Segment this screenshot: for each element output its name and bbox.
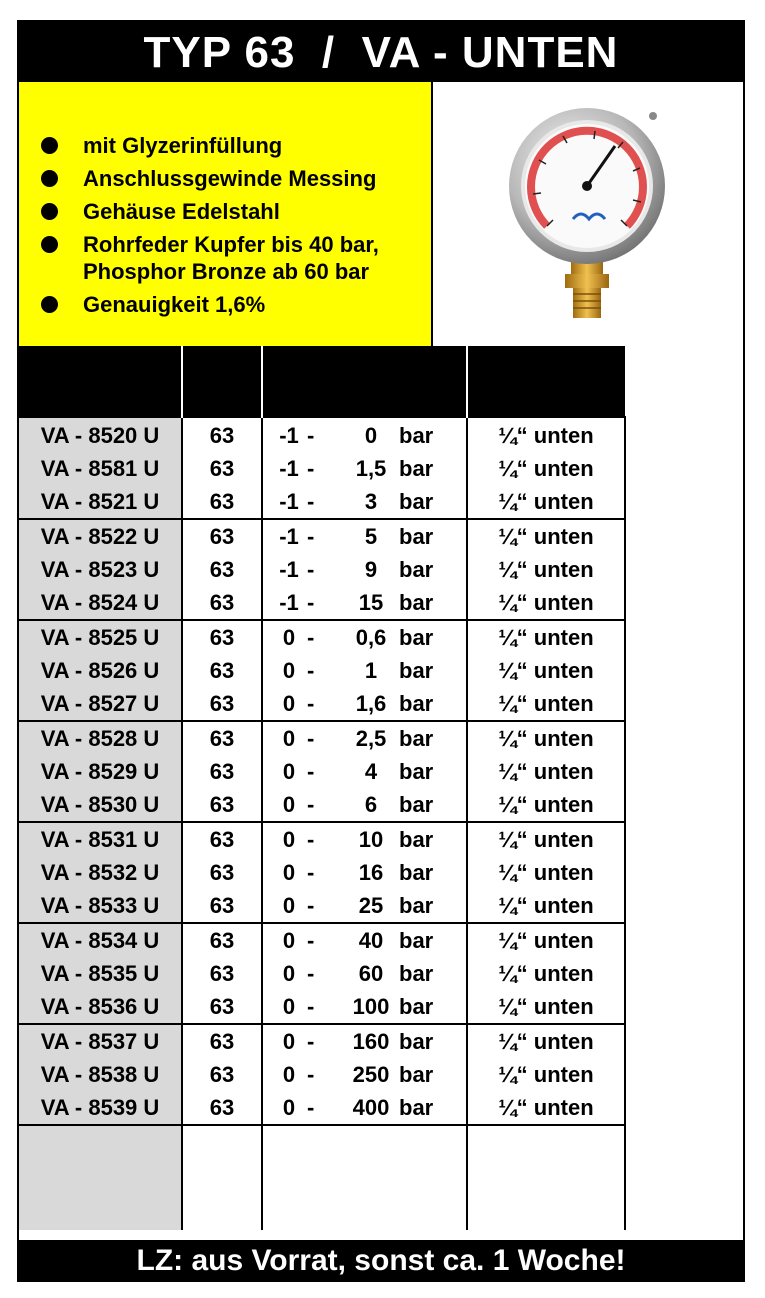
- range-from: -1: [279, 422, 299, 448]
- range-to: 60: [358, 961, 384, 986]
- range-from: 0: [282, 759, 296, 784]
- table-row: [19, 519, 625, 553]
- connection-cell: ¼“ unten: [467, 923, 625, 957]
- diameter-cell: 63: [182, 856, 262, 889]
- table-row: [19, 822, 625, 856]
- pressure-gauge-icon: [503, 104, 673, 329]
- feature-item: [41, 291, 379, 318]
- connection-cell: ¼“ unten: [467, 788, 625, 822]
- connection-cell: ¼“ unten: [467, 553, 625, 586]
- bullet-dot-icon: [41, 203, 58, 220]
- feature-item: [41, 231, 379, 285]
- bullet-dot-icon: [41, 170, 58, 187]
- empty-row: [19, 1125, 625, 1230]
- model-cell: VA - 8529 U: [19, 755, 182, 788]
- range-cell: [262, 519, 467, 553]
- range-dash: -: [307, 691, 315, 716]
- connection-cell: ¼“ unten: [467, 1024, 625, 1058]
- table-body: [19, 417, 625, 1230]
- range-unit: bar: [399, 827, 434, 852]
- range-unit: bar: [399, 691, 434, 716]
- table-row: [19, 586, 625, 620]
- range-dash: -: [307, 456, 315, 481]
- table-row: [19, 417, 625, 452]
- model-cell: VA - 8533 U: [19, 889, 182, 923]
- range-dash: -: [307, 961, 315, 986]
- feature-text: mit Glyzerinfüllung: [83, 133, 283, 158]
- col-header-range-sub: bereich: [262, 381, 467, 417]
- table-row: [19, 1091, 625, 1125]
- range-to: 4: [364, 759, 378, 784]
- feature-text: Genauigkeit 1,6%: [83, 292, 266, 317]
- model-cell: VA - 8520 U: [19, 417, 182, 452]
- diameter-cell: 63: [182, 654, 262, 687]
- bullet-dot-icon: [41, 296, 58, 313]
- model-cell: VA - 8526 U: [19, 654, 182, 687]
- range-dash: -: [307, 792, 315, 817]
- table-row: [19, 755, 625, 788]
- table-row: [19, 553, 625, 586]
- range-dash: -: [307, 590, 315, 615]
- table-row: [19, 620, 625, 654]
- range-to: 2,5: [355, 726, 387, 751]
- range-to: 1: [364, 658, 378, 683]
- model-cell: VA - 8527 U: [19, 687, 182, 721]
- table-row: [19, 654, 625, 687]
- table-row: [19, 721, 625, 755]
- table-row: [19, 990, 625, 1024]
- diameter-cell: 63: [182, 957, 262, 990]
- range-unit: bar: [399, 489, 434, 514]
- range-unit: bar: [399, 590, 434, 615]
- table-row: [19, 452, 625, 485]
- model-cell: VA - 8538 U: [19, 1058, 182, 1091]
- range-dash: -: [307, 1095, 315, 1120]
- page-title: TYP 63 / VA - UNTEN: [19, 22, 743, 82]
- range-from: 0: [282, 726, 296, 751]
- range-unit: bar: [399, 893, 434, 918]
- range-cell: [262, 889, 467, 923]
- range-to: 1,6: [355, 691, 387, 716]
- connection-cell: ¼“ unten: [467, 889, 625, 923]
- empty-cell: [182, 1125, 262, 1230]
- diameter-cell: 63: [182, 687, 262, 721]
- model-cell: VA - 8536 U: [19, 990, 182, 1024]
- connection-cell: ¼“ unten: [467, 990, 625, 1024]
- model-table: [19, 346, 626, 1230]
- diameter-cell: 63: [182, 417, 262, 452]
- range-unit: bar: [399, 1029, 434, 1054]
- model-cell: VA - 8521 U: [19, 485, 182, 519]
- feature-text: Rohrfeder Kupfer bis 40 bar,: [83, 232, 379, 257]
- range-to: 5: [364, 524, 378, 549]
- range-from: 0: [282, 928, 296, 953]
- connection-cell: ¼“ unten: [467, 822, 625, 856]
- connection-cell: ¼“ unten: [467, 586, 625, 620]
- table-row: [19, 687, 625, 721]
- range-to: 10: [358, 827, 384, 852]
- range-unit: bar: [399, 928, 434, 953]
- range-dash: -: [307, 422, 315, 448]
- range-from: 0: [282, 961, 296, 986]
- range-cell: [262, 856, 467, 889]
- range-from: 0: [282, 691, 296, 716]
- range-dash: -: [307, 893, 315, 918]
- range-from: 0: [282, 1095, 296, 1120]
- bullet-dot-icon: [41, 236, 58, 253]
- range-from: 0: [282, 1062, 296, 1087]
- range-cell: [262, 1058, 467, 1091]
- empty-cell: [19, 1125, 182, 1230]
- model-cell: VA - 8525 U: [19, 620, 182, 654]
- connection-cell: ¼“ unten: [467, 957, 625, 990]
- connection-cell: ¼“ unten: [467, 519, 625, 553]
- model-cell: VA - 8537 U: [19, 1024, 182, 1058]
- range-unit: bar: [399, 792, 434, 817]
- diameter-cell: 63: [182, 788, 262, 822]
- range-to: 9: [364, 557, 378, 582]
- model-cell: VA - 8531 U: [19, 822, 182, 856]
- product-image-cell: [433, 82, 743, 347]
- model-cell: VA - 8530 U: [19, 788, 182, 822]
- range-to: 25: [358, 893, 384, 918]
- model-cell: VA - 8534 U: [19, 923, 182, 957]
- connection-cell: ¼“ unten: [467, 620, 625, 654]
- connection-cell: ¼“ unten: [467, 654, 625, 687]
- diameter-cell: 63: [182, 1091, 262, 1125]
- range-dash: -: [307, 658, 315, 683]
- diameter-cell: 63: [182, 620, 262, 654]
- range-from: 0: [282, 1029, 296, 1054]
- model-cell: VA - 8524 U: [19, 586, 182, 620]
- range-from: 0: [282, 893, 296, 918]
- diameter-cell: 63: [182, 822, 262, 856]
- range-to: 1,5: [355, 456, 387, 481]
- range-from: 0: [282, 860, 296, 885]
- table-row: [19, 1058, 625, 1091]
- range-dash: -: [307, 1029, 315, 1054]
- diameter-cell: 63: [182, 1058, 262, 1091]
- model-cell: VA - 8528 U: [19, 721, 182, 755]
- empty-cell: [467, 1125, 625, 1230]
- range-unit: bar: [399, 658, 434, 683]
- range-dash: -: [307, 994, 315, 1019]
- range-cell: [262, 553, 467, 586]
- range-to: 15: [358, 590, 384, 615]
- diameter-cell: 63: [182, 721, 262, 755]
- range-from: -1: [279, 524, 299, 549]
- connection-cell: ¼“ unten: [467, 1058, 625, 1091]
- col-header-diameter: Ø: [182, 346, 262, 381]
- diameter-cell: 63: [182, 990, 262, 1024]
- range-cell: [262, 1024, 467, 1058]
- range-unit: bar: [399, 1062, 434, 1087]
- range-from: 0: [282, 792, 296, 817]
- range-cell: [262, 990, 467, 1024]
- range-dash: -: [307, 726, 315, 751]
- range-dash: -: [307, 557, 315, 582]
- range-from: 0: [282, 994, 296, 1019]
- diameter-cell: 63: [182, 485, 262, 519]
- range-to: 400: [352, 1095, 390, 1120]
- range-from: -1: [279, 557, 299, 582]
- diameter-cell: 63: [182, 1024, 262, 1058]
- range-unit: bar: [399, 456, 434, 481]
- range-to: 40: [358, 928, 384, 953]
- col-header-connection-sub: [467, 381, 625, 417]
- diameter-cell: 63: [182, 889, 262, 923]
- range-to: 250: [352, 1062, 390, 1087]
- range-cell: [262, 788, 467, 822]
- range-cell: [262, 923, 467, 957]
- range-cell: [262, 485, 467, 519]
- diameter-cell: 63: [182, 755, 262, 788]
- datasheet: [17, 20, 745, 1282]
- col-header-model-sub: [19, 381, 182, 417]
- range-cell: [262, 654, 467, 687]
- range-dash: -: [307, 524, 315, 549]
- range-cell: [262, 755, 467, 788]
- feature-text: Gehäuse Edelstahl: [83, 199, 280, 224]
- connection-cell: ¼“ unten: [467, 856, 625, 889]
- range-to: 0,6: [355, 625, 387, 650]
- range-cell: [262, 687, 467, 721]
- range-to: 6: [364, 792, 378, 817]
- range-cell: [262, 957, 467, 990]
- connection-cell: ¼“ unten: [467, 687, 625, 721]
- table-row: [19, 957, 625, 990]
- range-cell: [262, 452, 467, 485]
- range-from: -1: [279, 456, 299, 481]
- table-row: [19, 889, 625, 923]
- range-cell: [262, 417, 467, 452]
- range-cell: [262, 1091, 467, 1125]
- model-cell: VA - 8581 U: [19, 452, 182, 485]
- table-row: [19, 856, 625, 889]
- range-to: 3: [364, 489, 378, 514]
- range-dash: -: [307, 489, 315, 514]
- range-dash: -: [307, 759, 315, 784]
- range-cell: [262, 721, 467, 755]
- range-to: 0: [364, 422, 378, 448]
- range-unit: bar: [399, 1095, 434, 1120]
- feature-text: Anschlussgewinde Messing: [83, 166, 377, 191]
- range-dash: -: [307, 928, 315, 953]
- feature-text-continued: Phosphor Bronze ab 60 bar: [83, 259, 370, 284]
- range-from: -1: [279, 489, 299, 514]
- range-unit: bar: [399, 422, 434, 448]
- model-cell: VA - 8535 U: [19, 957, 182, 990]
- col-header-connection: Anschluss: [467, 346, 625, 381]
- col-header-range: Anzeigen-: [262, 346, 467, 381]
- col-header-diameter-unit: mm: [182, 381, 262, 417]
- range-unit: bar: [399, 524, 434, 549]
- connection-cell: ¼“ unten: [467, 452, 625, 485]
- model-cell: VA - 8523 U: [19, 553, 182, 586]
- table-row: [19, 788, 625, 822]
- range-to: 16: [358, 860, 384, 885]
- range-dash: -: [307, 625, 315, 650]
- diameter-cell: 63: [182, 452, 262, 485]
- range-from: -1: [279, 590, 299, 615]
- range-from: 0: [282, 658, 296, 683]
- range-to: 100: [352, 994, 390, 1019]
- range-unit: bar: [399, 994, 434, 1019]
- table-header-row: [19, 346, 625, 381]
- range-dash: -: [307, 1062, 315, 1087]
- diameter-cell: 63: [182, 923, 262, 957]
- table-row: [19, 485, 625, 519]
- feature-item: [41, 198, 379, 225]
- feature-panel: [19, 82, 433, 347]
- table-row: [19, 923, 625, 957]
- connection-cell: ¼“ unten: [467, 485, 625, 519]
- range-unit: bar: [399, 726, 434, 751]
- range-unit: bar: [399, 625, 434, 650]
- range-from: 0: [282, 625, 296, 650]
- model-cell: VA - 8539 U: [19, 1091, 182, 1125]
- range-cell: [262, 822, 467, 856]
- feature-item: [41, 132, 379, 159]
- table-header-row-2: [19, 381, 625, 417]
- delivery-time-note: LZ: aus Vorrat, sonst ca. 1 Woche!: [19, 1240, 743, 1280]
- col-header-model: MODELL: [19, 346, 182, 381]
- range-dash: -: [307, 860, 315, 885]
- range-unit: bar: [399, 961, 434, 986]
- bullet-dot-icon: [41, 137, 58, 154]
- range-cell: [262, 586, 467, 620]
- empty-cell: [262, 1125, 467, 1230]
- range-unit: bar: [399, 860, 434, 885]
- range-unit: bar: [399, 759, 434, 784]
- connection-cell: ¼“ unten: [467, 755, 625, 788]
- table-row: [19, 1024, 625, 1058]
- range-unit: bar: [399, 557, 434, 582]
- range-cell: [262, 620, 467, 654]
- range-dash: -: [307, 827, 315, 852]
- model-cell: VA - 8532 U: [19, 856, 182, 889]
- diameter-cell: 63: [182, 586, 262, 620]
- model-cell: VA - 8522 U: [19, 519, 182, 553]
- connection-cell: ¼“ unten: [467, 1091, 625, 1125]
- connection-cell: ¼“ unten: [467, 721, 625, 755]
- range-from: 0: [282, 827, 296, 852]
- diameter-cell: 63: [182, 519, 262, 553]
- range-to: 160: [352, 1029, 390, 1054]
- feature-list: [41, 132, 379, 324]
- diameter-cell: 63: [182, 553, 262, 586]
- feature-item: [41, 165, 379, 192]
- connection-cell: ¼“ unten: [467, 417, 625, 452]
